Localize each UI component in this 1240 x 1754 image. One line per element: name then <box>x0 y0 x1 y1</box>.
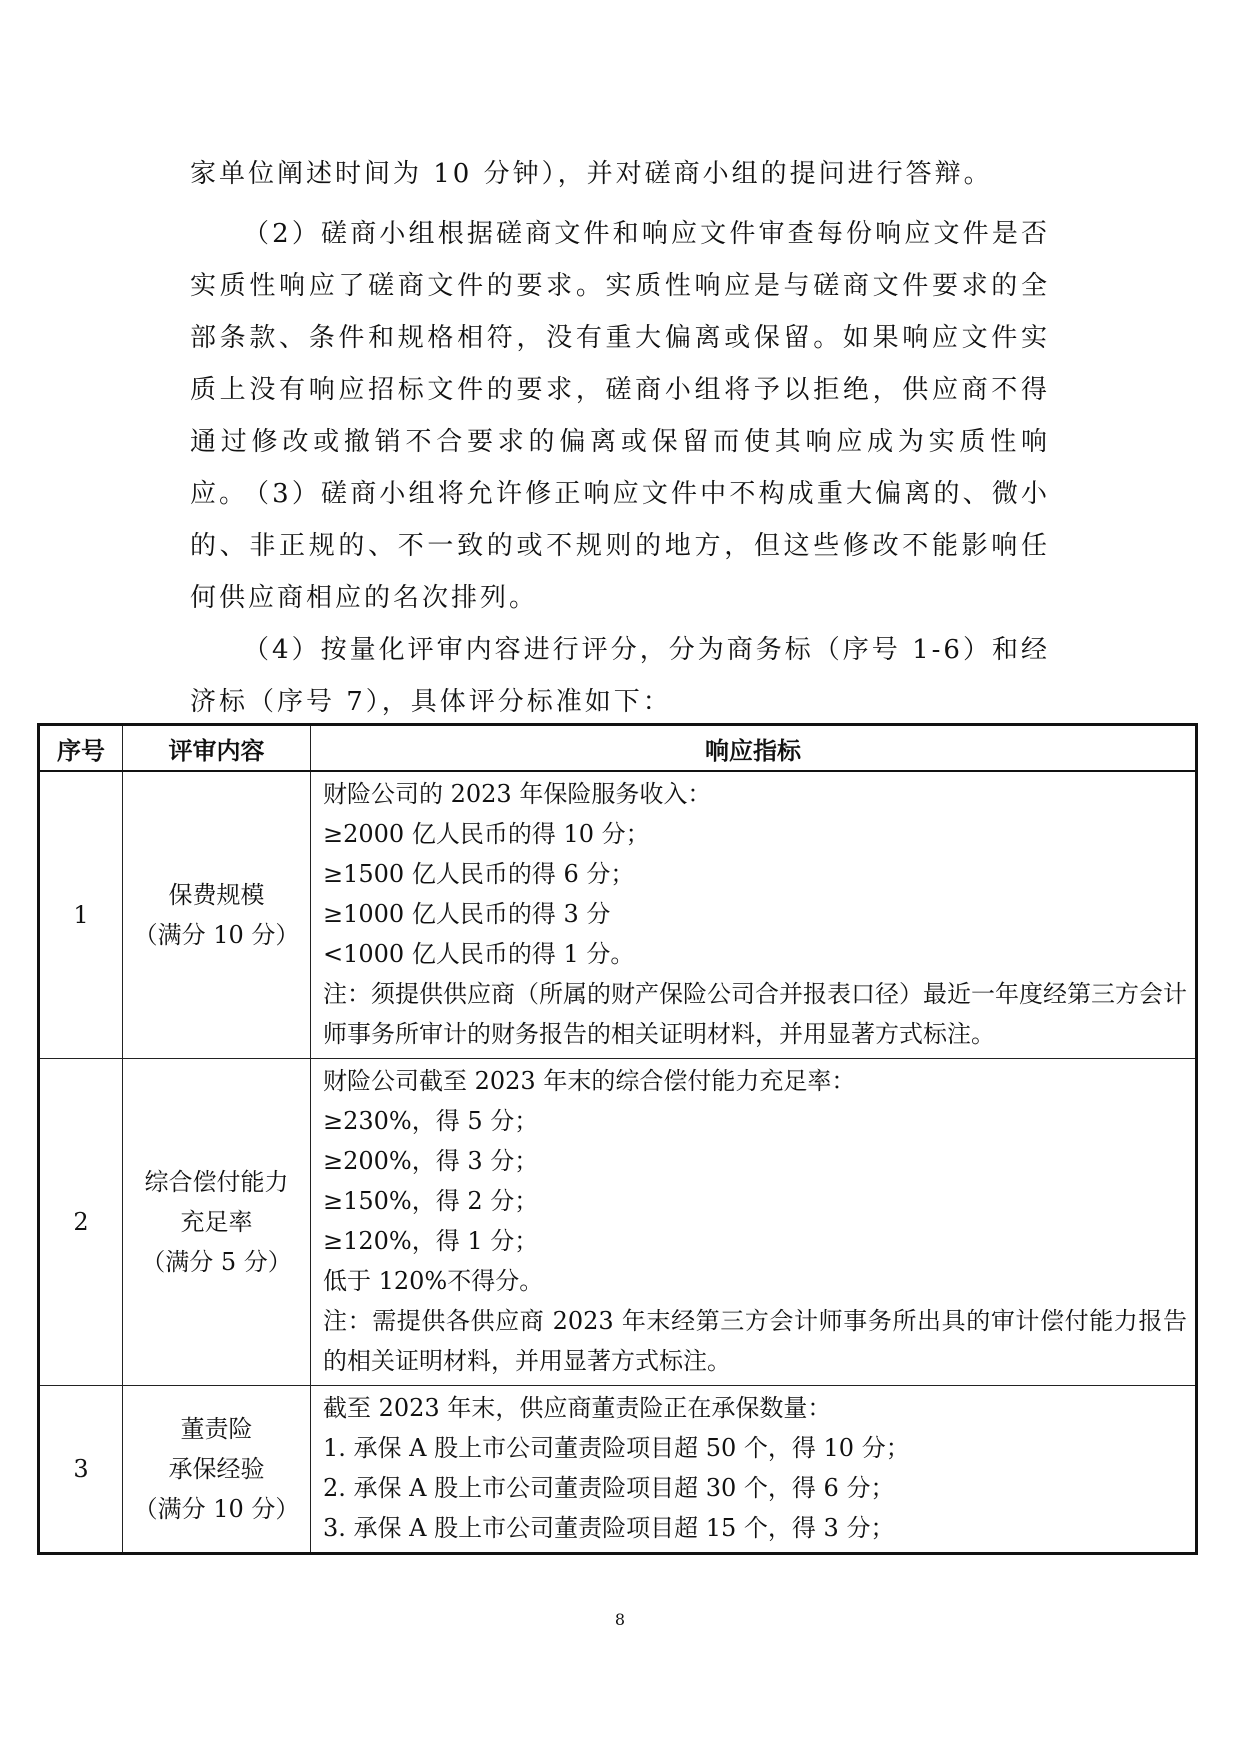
indicator-line: ≥230%，得 5 分； <box>323 1107 539 1135</box>
review-item-line: 承保经验 <box>168 1455 265 1483</box>
indicator-line: 财险公司的 2023 年保险服务收入： <box>323 780 712 808</box>
indicator-line: ≥1500 亿人民币的得 6 分； <box>323 860 635 888</box>
header-response-indicator: 响应指标 <box>311 725 1197 772</box>
paragraph-item-3: （3）磋商小组将允许修正响应文件中不构成重大偏离的、微小的、非正规的、不一致的或不规则的地方，但这些修改不能影响任何供应商相应的名次排列。 <box>190 479 1050 613</box>
indicator-line: ≥120%，得 1 分； <box>323 1227 539 1255</box>
review-item-line: （满分 10 分） <box>133 1495 300 1523</box>
indicator-detail <box>311 1059 1197 1386</box>
indicator-note: 注：须提供供应商（所属的财产保险公司合并报表口径）最近一年度经第三方会计师事务所审计的财务报告的相关证明材料，并用显著方式标注。 <box>323 980 1187 1048</box>
indicator-line: 低于 120%不得分。 <box>323 1267 544 1295</box>
review-item-line: 保费规模 <box>168 881 265 909</box>
indicator-line: 财险公司截至 2023 年末的综合偿付能力充足率： <box>323 1067 856 1095</box>
review-item <box>123 1386 311 1554</box>
review-item <box>123 771 311 1059</box>
indicator-line: ≥1000 亿人民币的得 3 分 <box>323 900 611 928</box>
header-number: 序号 <box>39 725 123 772</box>
paragraph-continuation: 家单位阐述时间为 10 分钟），并对磋商小组的提问进行答辩。 <box>190 159 993 189</box>
indicator-line: 2. 承保 A 股上市公司董责险项目超 30 个，得 6 分； <box>323 1474 895 1502</box>
table-row <box>39 1386 1197 1554</box>
indicator-detail <box>311 1386 1197 1554</box>
indicator-line: 截至 2023 年末，供应商董责险正在承保数量： <box>323 1394 832 1422</box>
row-number: 3 <box>39 1386 123 1554</box>
indicator-detail <box>311 771 1197 1059</box>
row-number: 1 <box>39 771 123 1059</box>
indicator-line: 3. 承保 A 股上市公司董责险项目超 15 个，得 3 分； <box>323 1514 895 1542</box>
row-number: 2 <box>39 1059 123 1386</box>
paragraph-item-4: （4）按量化评审内容进行评分，分为商务标（序号 1-6）和经济标（序号 7），具体评分标准如下： <box>190 635 1050 717</box>
indicator-line: ≥2000 亿人民币的得 10 分； <box>323 820 650 848</box>
scoring-table <box>37 723 1198 1555</box>
indicator-line: <1000 亿人民币的得 1 分。 <box>323 940 635 968</box>
indicator-line: 1. 承保 A 股上市公司董责险项目超 50 个，得 10 分； <box>323 1434 910 1462</box>
indicator-line: ≥150%，得 2 分； <box>323 1187 539 1215</box>
header-review-content: 评审内容 <box>123 725 311 772</box>
review-item-line: 董责险 <box>180 1415 253 1443</box>
review-item-line: 充足率 <box>180 1208 253 1236</box>
indicator-note: 注：需提供各供应商 2023 年末经第三方会计师事务所出具的审计偿付能力报告的相关证明材料，并用显著方式标注。 <box>323 1307 1187 1375</box>
paragraph-item-2: （2）磋商小组根据磋商文件和响应文件审查每份响应文件是否实质性响应了磋商文件的要求。实质性响应是与磋商文件要求的全部条款、条件和规格相符，没有重大偏离或保留。如果响应文件实质上没有响应招标文件的要求，磋商小组将予以拒绝，供应商不得通过修改或撤销不合要求的偏离或保留而使其响应成为实质性响应。 <box>190 219 1050 509</box>
review-item-line: （满分 10 分） <box>133 921 300 949</box>
review-item <box>123 1059 311 1386</box>
indicator-line: ≥200%，得 3 分； <box>323 1147 539 1175</box>
table-row <box>39 771 1197 1059</box>
table-header-row <box>39 725 1197 772</box>
review-item-line: 综合偿付能力 <box>144 1168 289 1196</box>
page-number: 8 <box>614 1610 626 1629</box>
review-item-line: （满分 5 分） <box>141 1248 292 1276</box>
table-row <box>39 1059 1197 1386</box>
